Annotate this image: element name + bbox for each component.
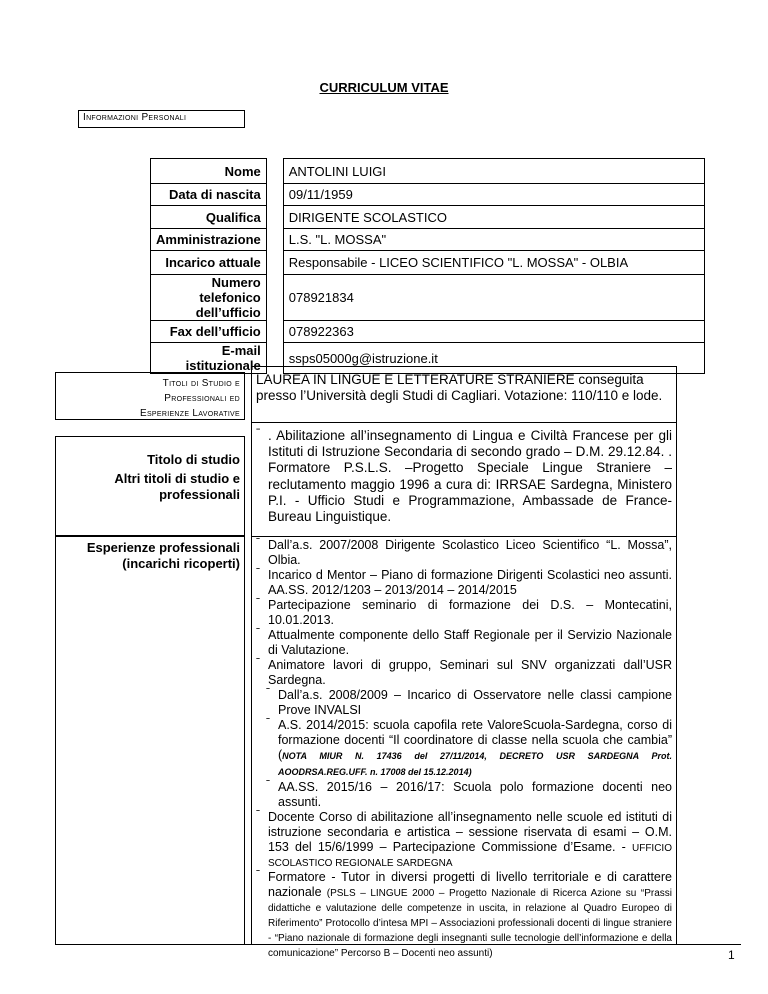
esperienze-block (256, 538, 672, 960)
label-qualifica: Qualifica (151, 206, 267, 229)
label-altri-titoli-line1: Altri titoli di studio e (114, 471, 240, 486)
value-fax: 078922363 (283, 321, 704, 343)
value-telefono: 078921834 (283, 275, 704, 321)
table-row (151, 343, 705, 374)
label-data-nascita: Data di nascita (151, 184, 267, 206)
value-qualifica: DIRIGENTE SCOLASTICO (283, 206, 704, 229)
label-esperienze-line1: Esperienze professionali (86, 540, 240, 555)
value-email: ssps05000g@istruzione.it (283, 343, 704, 374)
page-title: CURRICULUM VITAE (319, 80, 449, 95)
list-item: ˉ Dall’a.s. 2008/2009 – Incarico di Osservatore nelle classi campione Prove INVALSI (256, 688, 672, 718)
table-row (151, 159, 705, 184)
label-altri-titoli-line2: professionali (159, 487, 240, 502)
list-item (256, 870, 672, 960)
table-row (151, 321, 705, 343)
docente-corso-text: Docente Corso di abilitazione all’insegnamento nelle scuole ed istituti di istruzione secondaria e artistica – sessione riservata di esami – O.M. 153 del 15/6/1999 – Partecipazione Commissione d’Esame. - (268, 810, 672, 854)
formatore-text: Formatore - Tutor in diversi progetti di livello territoriale e di carattere nazionale (268, 870, 672, 899)
docente-corso-office: UFFICIO SCOLASTICO REGIONALE SARDEGNA (268, 843, 672, 869)
laurea-text: LAUREA IN LINGUE E LETTERATURE STRANIERE conseguita presso l’Università degli Studi di Cagliari. Votazione: 110/110 e lode. (256, 372, 663, 403)
list-item (256, 718, 672, 780)
label-titolo-studio: Titolo di studio (147, 452, 240, 467)
table-row (151, 206, 705, 229)
label-amministrazione: Amministrazione (151, 229, 267, 251)
right-col-divider-2 (251, 536, 677, 537)
label-email: E-mail istituzionale (151, 343, 267, 374)
footer-rule (55, 944, 741, 945)
esperienze-list (256, 538, 672, 688)
label-box-esperienze (55, 536, 245, 944)
value-incarico: Responsabile - LICEO SCIENTIFICO "L. MOSSA" - OLBIA (283, 251, 704, 275)
section-titles-line3: Esperienze Lavorative (139, 408, 240, 419)
list-item: ˉ Dall’a.s. 2007/2008 Dirigente Scolastico Liceo Scientifico “L. Mossa”, Olbia. (256, 538, 672, 568)
right-col-left-border (251, 366, 252, 944)
esperienze-sub-list (256, 688, 672, 810)
list-item (256, 810, 672, 870)
esperienze-list-2 (256, 810, 672, 960)
list-item: ˉ . Abilitazione all’insegnamento di Lingua e Civiltà Francese per gli Istituti di Istruzione Secondaria di secondo grado – D.M. 29.12.84. . Formatore P.S.L.S. –Progetto Speciale Lingue Straniere – reclutamento maggio 1996 a cura di: IRRSAE Sardegna, Ministero P.I. - Ufficio Studi e Programmazione, Ambassade de France- Bureau Linguistique. (256, 428, 672, 525)
table-row (151, 184, 705, 206)
label-telefono: Numero telefonico dell’ufficio (151, 275, 267, 321)
section-titles-line1: Titoli di Studio e (162, 378, 240, 389)
table-row (151, 275, 705, 321)
page-number: 1 (728, 948, 735, 962)
right-col-right-border (676, 366, 677, 944)
formatore-details: (PSLS – LINGUE 2000 – Progetto Nazionale di Ricerca Azione su “Prassi didattiche e valutazione delle competenze in uscita, in relazione al Quadro Europeo di Riferimento” Protocollo d’intesa MPI – Associazioni professionali docenti di lingue straniere - “Piano nazionale di formazione degli insegnanti sulle tecnologie dell’informazione e della comunicazione” Percorso B – Docenti neo assunti) (268, 888, 672, 959)
list-item: ˉ Incarico d Mentor – Piano di formazione Dirigenti Scolastici neo assunti. AA.SS. 2012/1203 – 2013/2014 – 2014/2015 (256, 568, 672, 598)
list-item: ˉ Partecipazione seminario di formazione dei D.S. – Montecatini, 10.01.2013. (256, 598, 672, 628)
list-item: ˉ Attualmente componente dello Staff Regionale per il Servizio Nazionale di Valutazione. (256, 628, 672, 658)
value-nome: ANTOLINI LUIGI (283, 159, 704, 184)
value-data-nascita: 09/11/1959 (283, 184, 704, 206)
label-fax: Fax dell’ufficio (151, 321, 267, 343)
personal-info-table (150, 158, 705, 374)
value-amministrazione: L.S. "L. MOSSA" (283, 229, 704, 251)
label-esperienze-line2: (incarichi ricoperti) (122, 556, 240, 571)
section-personal-header: Informazioni Personali (78, 110, 245, 128)
right-col-top-border (251, 366, 677, 367)
section-titles-line2: Professionali ed (164, 393, 240, 404)
table-row (151, 251, 705, 275)
list-item: ˉ AA.SS. 2015/16 – 2016/17: Scuola polo formazione docenti neo assunti. (256, 780, 672, 810)
list-item: ˉ Animatore lavori di gruppo, Seminari sul SNV organizzati dall’USR Sardegna. (256, 658, 672, 688)
label-incarico: Incarico attuale (151, 251, 267, 275)
label-altri-titoli (114, 471, 240, 503)
altri-titoli-list (256, 428, 672, 525)
nota-miur: NOTA MIUR N. 17436 del 27/11/2014, DECRETO USR SARDEGNA Prot. AOODRSA.REG.UFF. n. 17008 del 15.12.2014) (278, 751, 672, 777)
label-esperienze (87, 540, 240, 572)
sub-item-text: A.S. 2014/2015: scuola capofila rete ValoreScuola-Sardegna, corso di formazione docenti “Il coordinatore di classe nella scuola che cambia” ( (278, 718, 672, 762)
label-nome: Nome (151, 159, 267, 184)
label-box-titoli (55, 436, 245, 536)
right-col-divider-1 (251, 422, 677, 423)
table-row (151, 229, 705, 251)
section-titles-header (55, 372, 245, 420)
